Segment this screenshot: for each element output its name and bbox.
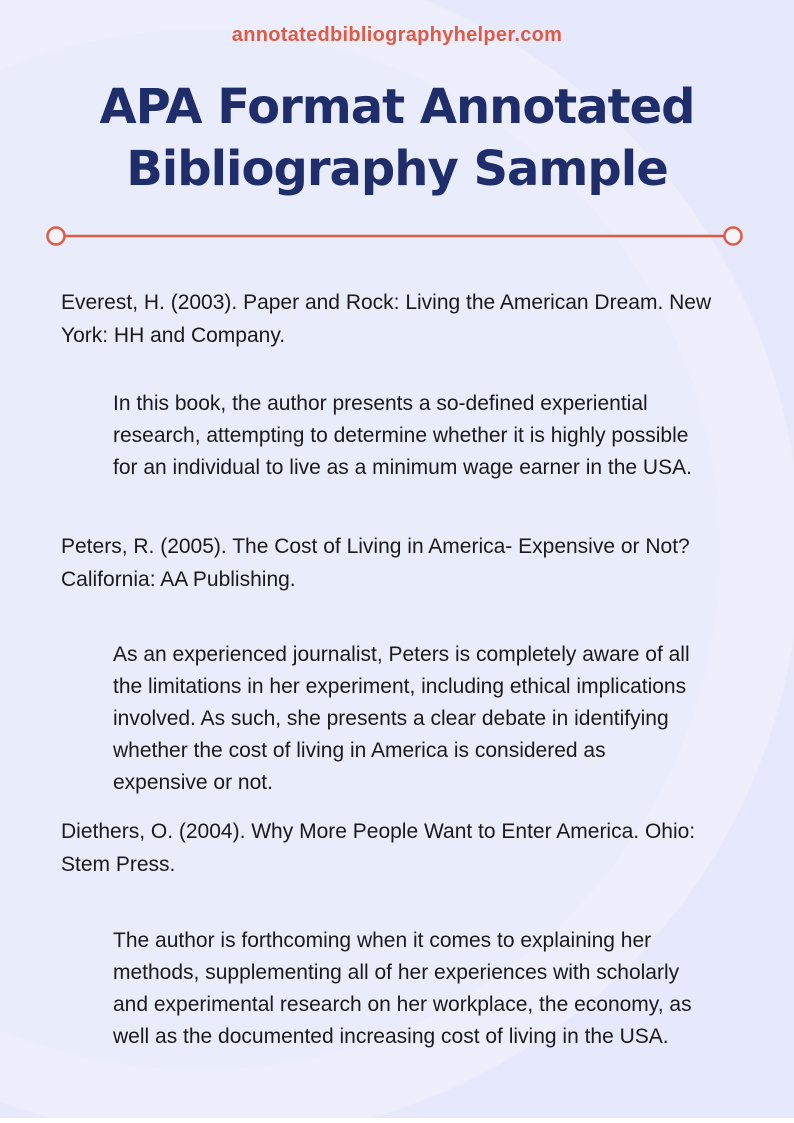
bibliography-entry	[61, 286, 741, 484]
title-divider	[44, 224, 746, 248]
title-line-1: APA Format Annotated	[99, 79, 695, 135]
entry-annotation: In this book, the author presents a so-defined experiential research, attempting to determine whether it is highly possible for an individual to live as a minimum wage earner in the USA.	[113, 392, 692, 479]
divider-dot-left	[48, 228, 65, 245]
title-line-2: Bibliography Sample	[126, 141, 668, 197]
entry-citation: Peters, R. (2005). The Cost of Living in America- Expensive or Not? California: AA Publishing.	[61, 535, 690, 591]
page-title	[0, 76, 794, 200]
entry-citation: Diethers, O. (2004). Why More People Want to Enter America. Ohio: Stem Press.	[61, 820, 696, 876]
bibliography-entry	[61, 530, 741, 799]
entry-annotation: The author is forthcoming when it comes to explaining her methods, supplementing all of her experiences with scholarly and experimental research on her workplace, the economy, as well as the documented increasing cost of living in the USA.	[113, 929, 692, 1048]
divider-dot-right	[725, 228, 742, 245]
bibliography-entry	[61, 815, 741, 1053]
entry-citation: Everest, H. (2003). Paper and Rock: Living the American Dream. New York: HH and Company.	[61, 291, 712, 347]
site-url: annotatedbibliographyhelper.com	[231, 24, 563, 46]
entry-annotation: As an experienced journalist, Peters is completely aware of all the limitations in her experiment, including ethical implications involved. As such, she presents a clear debate in identifying whether the cost of living in America is considered as expensive or not.	[113, 643, 690, 794]
